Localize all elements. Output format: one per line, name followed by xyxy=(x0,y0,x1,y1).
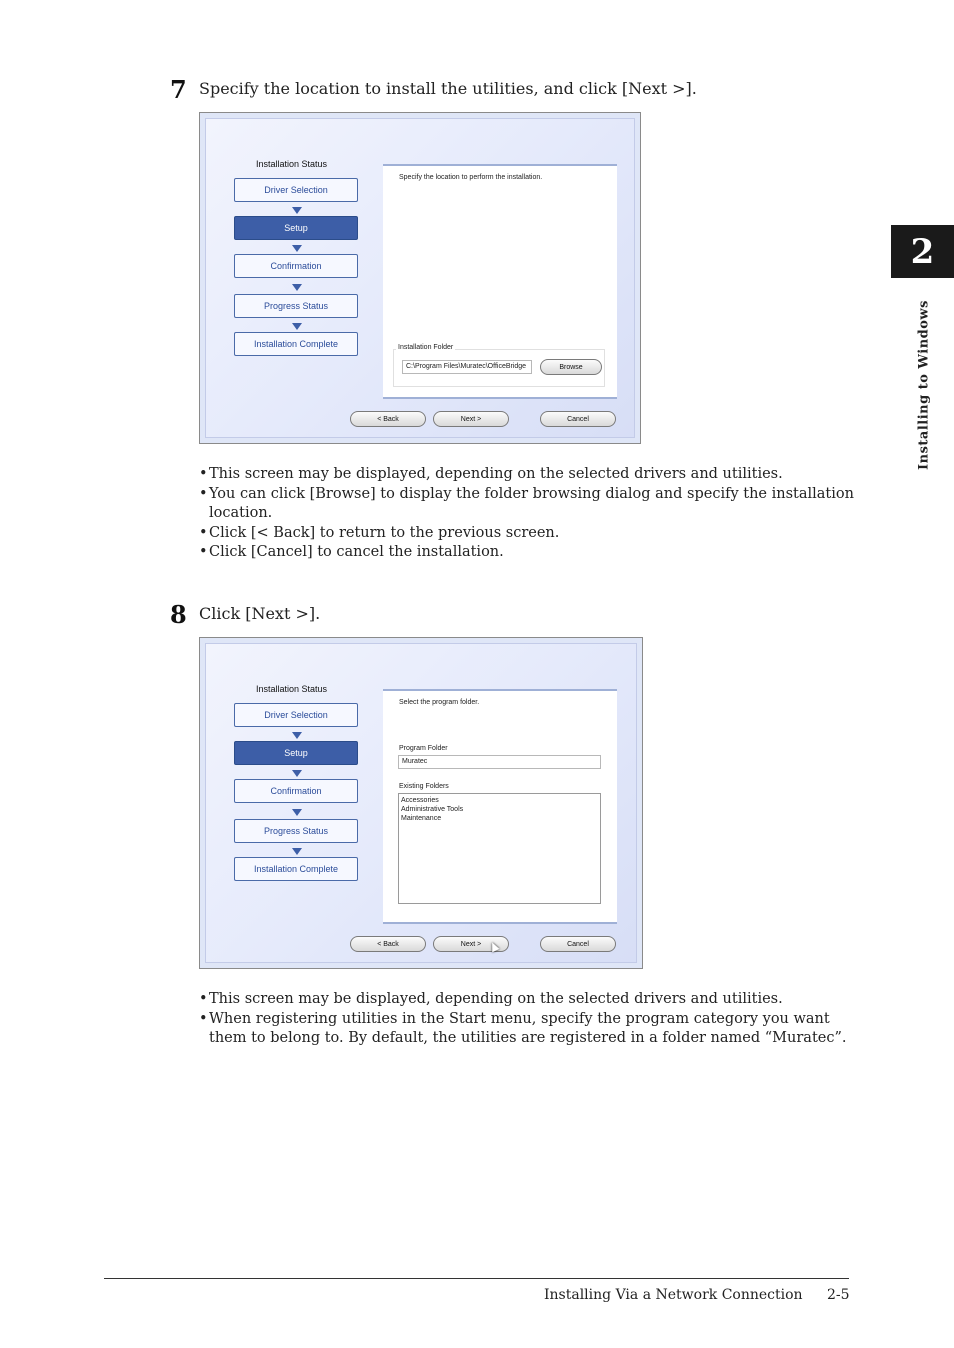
installation-folder-group xyxy=(393,349,605,387)
step-instruction: Specify the location to install the utilities, and click [Next >]. xyxy=(199,79,697,98)
status-item-installation-complete: Installation Complete xyxy=(234,857,358,881)
chapter-tab: 2 xyxy=(891,225,954,278)
down-arrow-icon xyxy=(292,245,302,252)
note-item: • This screen may be displayed, depending on the selected drivers and utilities. xyxy=(199,991,783,1007)
status-item-progress-status: Progress Status xyxy=(234,294,358,318)
screenshot-program-folder xyxy=(199,637,643,969)
program-folder-field[interactable]: Muratec xyxy=(398,755,601,769)
down-arrow-icon xyxy=(292,770,302,777)
content-panel xyxy=(383,164,617,399)
status-item-driver-selection: Driver Selection xyxy=(234,178,358,202)
browse-button[interactable]: Browse xyxy=(540,359,602,375)
installer-window xyxy=(205,643,637,963)
panel-instruction: Select the program folder. xyxy=(399,699,480,706)
status-item-setup: Setup xyxy=(234,216,358,240)
down-arrow-icon xyxy=(292,284,302,291)
cancel-button[interactable]: Cancel xyxy=(540,411,616,427)
chapter-label: Installing to Windows xyxy=(916,300,932,470)
installation-status-title: Installation Status xyxy=(256,159,328,169)
down-arrow-icon xyxy=(292,323,302,330)
program-folder-label: Program Folder xyxy=(399,745,448,752)
installer-window xyxy=(205,118,635,438)
existing-folders-label: Existing Folders xyxy=(399,783,449,790)
step-7-notes xyxy=(199,465,859,563)
page-number: 2-5 xyxy=(827,1287,850,1303)
installation-status-title: Installation Status xyxy=(256,684,328,694)
step-instruction: Click [Next >]. xyxy=(199,604,321,623)
note-item: • This screen may be displayed, depending on the selected drivers and utilities. xyxy=(199,466,783,482)
next-button[interactable]: Next > xyxy=(433,411,509,427)
cancel-button[interactable]: Cancel xyxy=(540,936,616,952)
note-item: • You can click [Browse] to display the folder browsing dialog and specify the installation location. xyxy=(199,485,854,521)
back-button[interactable]: < Back xyxy=(350,411,426,427)
status-item-confirmation: Confirmation xyxy=(234,779,358,803)
down-arrow-icon xyxy=(292,732,302,739)
step-number: 7 xyxy=(170,75,187,104)
footer-divider xyxy=(104,1278,849,1279)
list-item[interactable]: Administrative Tools xyxy=(401,806,464,813)
list-item[interactable]: Accessories xyxy=(401,797,439,804)
note-item: • When registering utilities in the Start menu, specify the program category you want them to belong to. By default, the utilities are registered in a folder named “Muratec”. xyxy=(199,1010,847,1046)
status-item-driver-selection: Driver Selection xyxy=(234,703,358,727)
back-button[interactable]: < Back xyxy=(350,936,426,952)
status-item-setup: Setup xyxy=(234,741,358,765)
note-item: • Click [Cancel] to cancel the installation. xyxy=(199,544,504,560)
down-arrow-icon xyxy=(292,207,302,214)
status-item-installation-complete: Installation Complete xyxy=(234,332,358,356)
list-item[interactable]: Maintenance xyxy=(401,815,442,822)
installation-folder-label: Installation Folder xyxy=(398,344,454,351)
existing-folders-list[interactable] xyxy=(398,793,601,904)
screenshot-install-folder xyxy=(199,112,641,444)
content-panel xyxy=(383,689,617,924)
footer-section-title: Installing Via a Network Connection xyxy=(544,1287,803,1303)
note-item: • Click [< Back] to return to the previous screen. xyxy=(199,524,560,541)
step-8-notes xyxy=(199,990,859,1049)
next-button[interactable]: Next > xyxy=(433,936,509,952)
panel-instruction: Specify the location to perform the installation. xyxy=(399,174,543,181)
down-arrow-icon xyxy=(292,848,302,855)
status-item-confirmation: Confirmation xyxy=(234,254,358,278)
status-item-progress-status: Progress Status xyxy=(234,819,358,843)
step-number: 8 xyxy=(170,600,187,629)
installation-folder-field[interactable]: C:\Program Files\Muratec\OfficeBridge xyxy=(402,360,532,374)
down-arrow-icon xyxy=(292,809,302,816)
